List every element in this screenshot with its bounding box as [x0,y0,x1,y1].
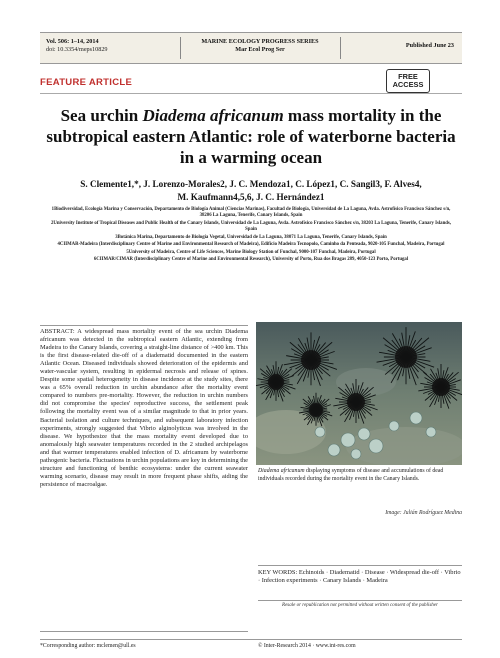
resale-notice: Resale or republication not permitted without written consent of the publisher [258,600,462,609]
publication-date: Published June 23 [405,42,454,49]
volume-block [46,38,108,54]
title-part1: Sea urchin [60,106,143,125]
sea-urchin-photo [256,322,462,465]
badge-access: ACCESS [392,80,424,89]
affiliations [50,207,452,265]
affiliation-3: 3Botánica Marina, Departamento de Biología Vegetal, Universidad de La Laguna, 38071 La Laguna, Tenerife, Canary Islands, Spain [115,234,387,240]
free-access-badge [386,69,430,93]
affiliation-2: 2University Institute of Tropical Diseases and Public Health of the Canary Islands, Universidad de La Laguna, Avda. Astrofísico Francisco Sánchez s/n, 38203 La Laguna, Tenerife, Canary Islands, Spain [50,220,451,233]
authors-line-2: M. Kaufmann4,5,6, J. C. Hernández1 [177,192,325,202]
affiliation-4: 4CIIMAR-Madeira (Interdisciplinary Centre of Marine and Environmental Research of Madeira), Edifício Madeira Tecnopolo, Caminho da Penteada, 9020-105 Funchal, Madeira, Portugal [57,242,445,248]
article-title [40,105,462,168]
affiliation-5: 5University of Madeira, Centre of Life Sciences, Marine Biology Station of Funchal, 9000-107 Funchal, Madeira, Portugal [126,249,376,255]
keywords: KEY WORDS: Echinoids · Diadematid · Disease · Widespread die-off · Vibrio · Infection experiments · Canary Islands · Madeira [258,565,462,585]
urchin-photo-illustration [256,322,462,465]
copyright: © Inter-Research 2014 · www.int-res.com [258,643,356,649]
affiliation-6: 6CIIMAR/CIMAR (Interdisciplinary Centre of Marine and Environmental Research), University of Porto, Rua dos Bragas 289, 4050-123 Porto, Portugal [93,257,409,263]
corresponding-author: *Corresponding author: mclemen@ull.es [40,643,136,649]
header-divider [340,37,341,59]
header-divider [180,37,181,59]
caption-text: displaying symptoms of disease and accumulations of dead individuals recorded during the mortality event in the Canary Islands. [258,468,444,482]
journal-name: MARINE ECOLOGY PROGRESS SERIES [201,38,319,45]
image-credit: Image: Julián Rodríguez Medina [385,510,462,516]
title-species: Diadema africanum [142,106,284,125]
footer-rule [40,639,462,640]
volume-info: Vol. 506: 1–14, 2014 [46,38,99,45]
abstract: ABSTRACT: A widespread mass mortality event of the sea urchin Diadema africanum was detected in the subtropical eastern Atlantic, extending from Madeira to the Canary Islands, covering a straight-line distance of >400 km. This is the first disease-related die-off of a diadematid documented in the eastern Atlantic Ocean. Diseased individuals showed deterioration of the epidermis and water-vascular system, resulting in epidermal necrosis and release of spines. Despite some spatial heterogeneity in disease incidence at the study sites, there was a 65% overall reduction in urchin abundance after the mortality event compared to numbers pre-mortality. However, the reduction in urchin numbers did not compromise the species' reproductive success, the settlement peak following the mortality event was of a similar magnitude to that in prior years. Bacterial isolation and culture techniques, and subsequent laboratory infection experiments, strongly suggested that Vibrio alginolyticus was involved in the disease. We hypothesize that the mass mortality event developed due to anomalously high seawater temperatures recorded in the 2 studied archipelagos and that warmer temperatures enabled infection of D. africanum by waterborne pathogenic bacteria. Fluctuations in urchin populations are key in determining the structure and functioning of benthic ecosystems: under the current seawater warming scenario, disease may result in more frequent phase shifts, aiding the persistence of macroalgae. [40,325,248,632]
authors-line-1: S. Clemente1,*, J. Lorenzo-Morales2, J. C. Mendoza1, C. López1, C. Sangil3, F. Alves4, [80,179,422,189]
author-list [40,178,462,204]
figure-caption [258,468,462,483]
feature-article-label: FEATURE ARTICLE [40,77,133,88]
journal-title-block [190,38,330,54]
caption-species: Diadema africanum [258,468,305,474]
title-part2: mass mortality in the subtropical eastern Atlantic: role of waterborne bacteria in a warming ocean [46,106,456,167]
journal-header [40,32,462,64]
badge-free: FREE [398,72,418,81]
journal-abbrev: Mar Ecol Prog Ser [235,46,285,53]
header-rule [40,93,462,94]
doi-link[interactable]: doi: 10.3354/meps10829 [46,46,108,53]
affiliation-1: 1Biodiversidad, Ecología Marina y Conservación, Departamento de Biología Animal (Ciencias Marinas), Facultad de Biología, Universidad de La Laguna, Avda. Astrofísico Francisco Sánchez s/n, 38206 La Laguna, Tenerife, Canary Islands, Spain [51,207,451,219]
